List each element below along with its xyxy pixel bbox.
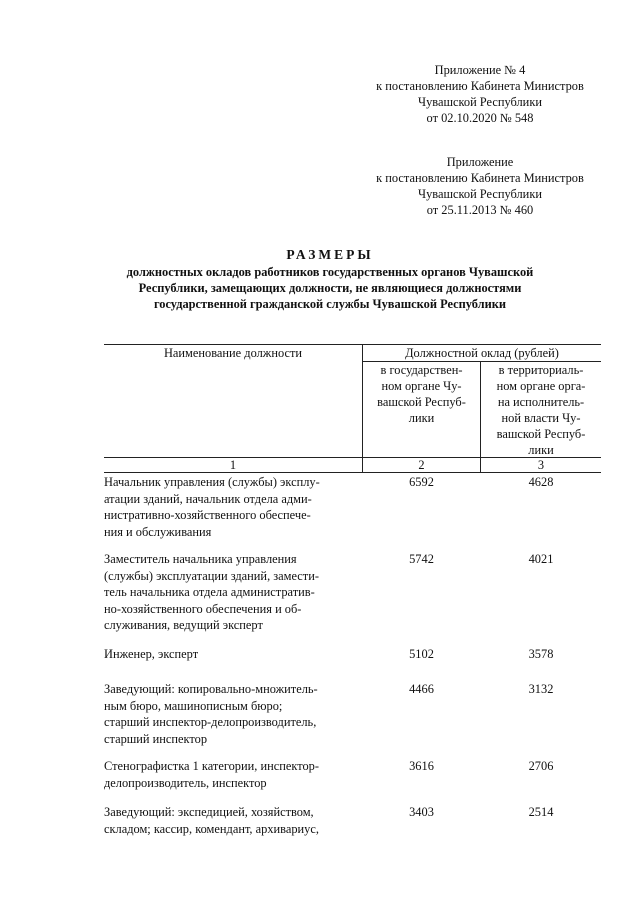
header-territorial-organ: в территориаль- ном органе орга- на исполнитель- ной власти Чу- вашской Респуб- лики [496,363,586,457]
table-cell-territorial: 4021 [528,552,554,566]
appendix-line: к постановлению Кабинета Министров [376,171,584,185]
table-row-name: Начальник управления (службы) эксплу- атации зданий, начальник отдела адми- нистративно-хозяйственного обеспече- ния и обслуживания [104,475,320,539]
appendix-line: Чувашской Республики [418,187,542,201]
table-row-name: Заведующий: копировально-множитель- ным бюро, машинописным бюро; старший инспектор-делопроизводитель, старший инспектор [104,682,318,746]
table-cell-territorial: 2706 [528,759,554,773]
table-cell-state: 5742 [409,552,434,566]
appendix-line: Чувашской Республики [418,95,542,109]
table-row-name: Заведующий: экспедицией, хозяйством, складом; кассир, комендант, архивариус, [104,805,319,836]
table-cell-territorial: 4628 [528,475,554,489]
title-subtitle [70,264,590,312]
appendix-line: от 25.11.2013 № 460 [426,203,534,217]
appendix-line: Приложение № 4 [434,63,526,77]
table-row-name: Инженер, эксперт [104,647,199,661]
header-position: Наименование должности [163,346,303,360]
appendix-line: к постановлению Кабинета Министров [376,79,584,93]
subtitle-line: должностных окладов работников государственных органов Чувашской [126,265,534,279]
table-cell-state: 5102 [409,647,434,661]
appendix-line: от 02.10.2020 № 548 [426,111,534,125]
header-state-organ: в государствен- ном органе Чу- вашской Респуб- лики [377,363,466,425]
table-row-name: Стенографистка 1 категории, инспектор- делопроизводитель, инспектор [104,759,319,790]
table-cell-territorial: 2514 [528,805,554,819]
column-number-1: 1 [229,458,237,472]
table-row-name: Заместитель начальника управления (службы) эксплуатации зданий, замести- тель начальника отдела административ- но-хозяйственного обеспечения и об- служивания, ведущий эксперт [104,552,319,633]
table-cell-state: 6592 [409,475,434,489]
column-number-2: 2 [418,458,425,472]
document-title [70,246,590,312]
appendix-current [330,62,630,126]
subtitle-line: Республики, замещающих должности, не являющиеся должностями [138,281,522,295]
subtitle-line: государственной гражданской службы Чувашской Республики [153,297,507,311]
column-number-3: 3 [537,458,545,472]
table-cell-territorial: 3132 [528,682,554,696]
title-heading: РАЗМЕРЫ [286,247,374,262]
appendix-original [330,154,630,218]
table-cell-state: 3403 [409,805,434,819]
appendix-line: Приложение [446,155,514,169]
table-cell-territorial: 3578 [528,647,554,661]
table-cell-state: 3616 [409,759,434,773]
header-salary: Должностной оклад (рублей) [405,346,559,360]
table-cell-state: 4466 [409,682,434,696]
